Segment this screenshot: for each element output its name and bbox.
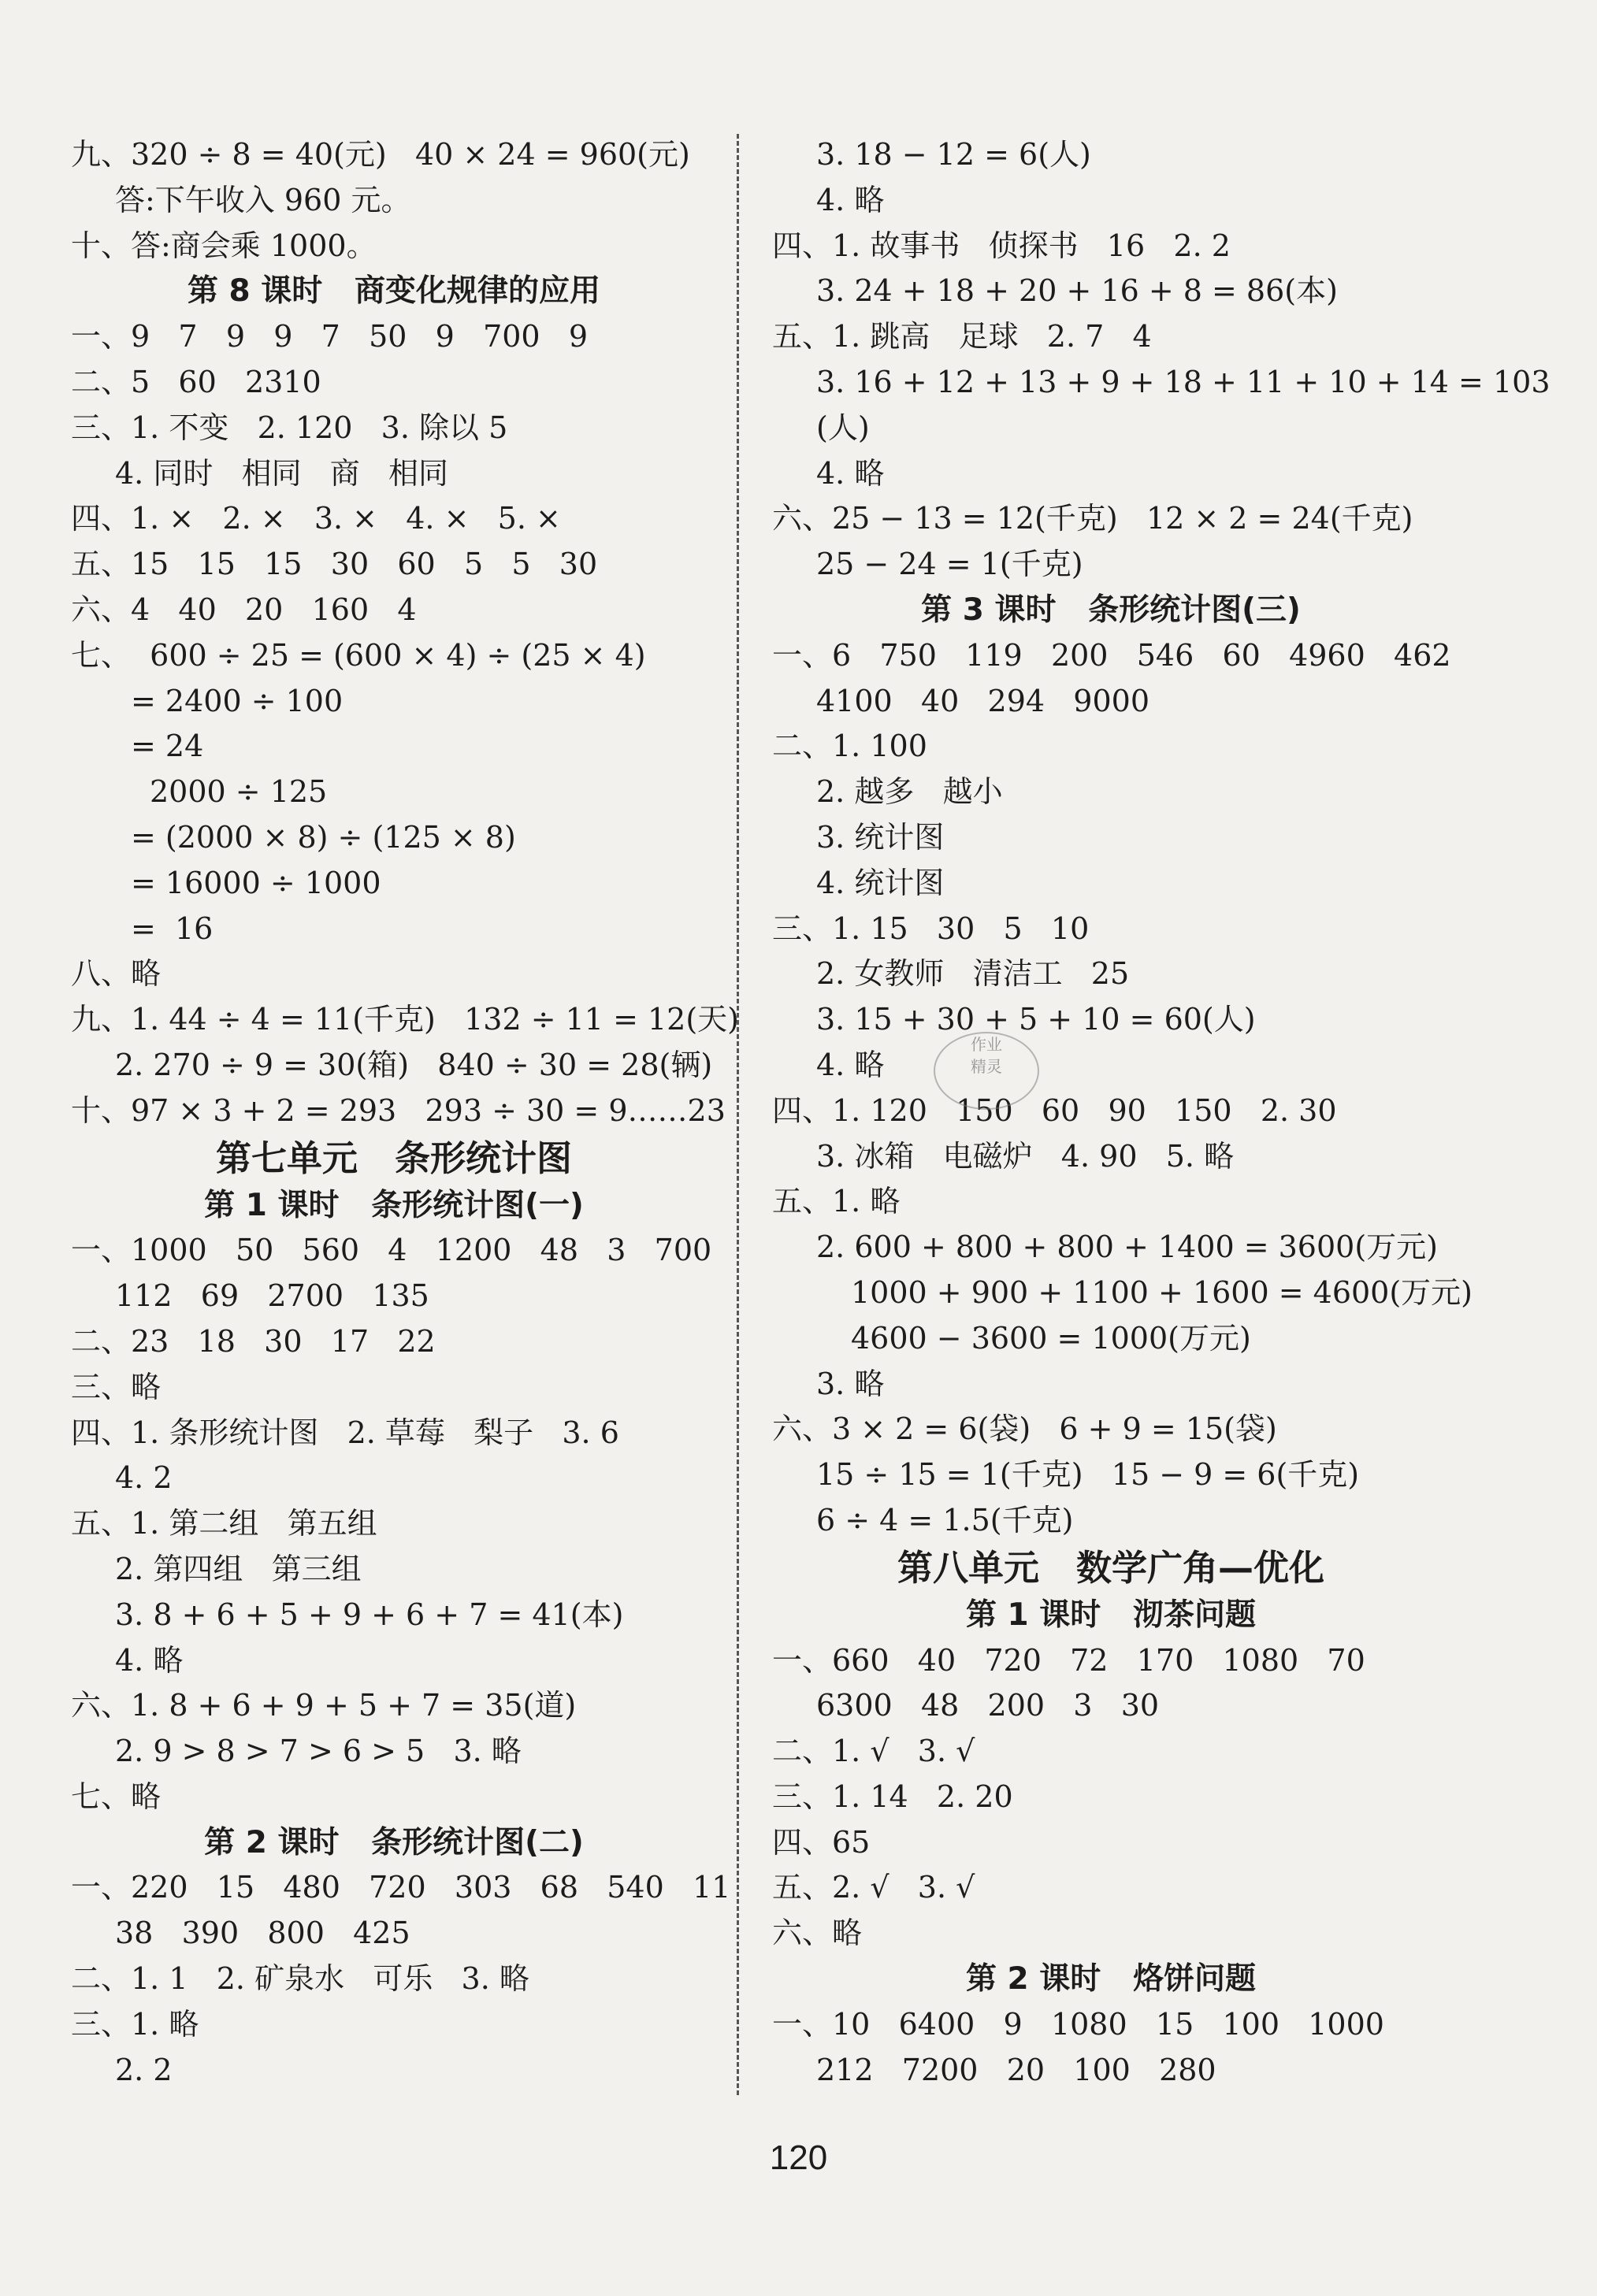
answer-line: 212 7200 20 100 280 [816,2052,1216,2087]
answer-line: 九、1. 44 ÷ 4 = 11(千克) 132 ÷ 11 = 12(天) [71,1002,739,1037]
answer-line: 二、23 18 30 17 22 [71,1323,436,1359]
answer-line: 2. 9 > 8 > 7 > 6 > 5 3. 略 [115,1734,522,1769]
answer-line: 1000 + 900 + 1100 + 1600 = 4600(万元) [851,1274,1473,1310]
answer-line: 6 ÷ 4 = 1.5(千克) [816,1502,1074,1537]
answer-line: 2. 女教师 清洁工 25 [816,956,1130,992]
answer-line: 四、1. 故事书 侦探书 16 2. 2 [772,228,1231,263]
answer-line: 3. 24 + 18 + 20 + 16 + 8 = 86(本) [816,273,1338,309]
answer-line: = 16 [131,911,214,946]
answer-line: 五、1. 跳高 足球 2. 7 4 [772,319,1152,354]
answer-line: 三、1. 略 [71,2006,199,2042]
answer-line: 2. 270 ÷ 9 = 30(箱) 840 ÷ 30 = 28(辆) [115,1047,713,1082]
answer-line: 四、1. 条形统计图 2. 草莓 梨子 3. 6 [71,1415,619,1450]
answer-line: 4. 略 [816,182,885,217]
answer-line: 2. 第四组 第三组 [115,1551,362,1586]
answer-line: 九、320 ÷ 8 = 40(元) 40 × 24 = 960(元) [71,137,690,172]
unit-heading: 第八单元 数学广角—优化 [897,1546,1324,1589]
answer-line: = 24 [131,729,204,764]
answer-line: 三、略 [71,1369,162,1404]
answer-line: 6300 48 200 3 30 [816,1688,1160,1723]
answer-line: 3. 8 + 6 + 5 + 9 + 6 + 7 = 41(本) [115,1597,624,1632]
answer-line: 一、10 6400 9 1080 15 100 1000 [772,2006,1384,2042]
answer-line: 3. 略 [816,1366,885,1401]
answer-line: 2. 600 + 800 + 800 + 1400 = 3600(万元) [816,1230,1438,1265]
answer-line: 2. 2 [115,2052,173,2087]
stamp-line2: 精灵 [971,1057,1002,1076]
lesson-heading: 第 2 课时 烙饼问题 [965,1961,1257,1997]
answer-line: 3. 18 − 12 = 6(人) [816,137,1091,172]
lesson-heading: 第 8 课时 商变化规律的应用 [187,273,601,310]
answer-line: 十、答:商会乘 1000。 [71,228,377,263]
answer-line: 4. 统计图 [816,865,945,900]
answer-line: 一、6 750 119 200 546 60 4960 462 [772,637,1451,673]
answer-line: 六、4 40 20 160 4 [71,592,417,627]
answer-line: 38 390 800 425 [115,1916,410,1951]
answer-line: 2000 ÷ 125 [150,774,328,810]
answer-line: 4600 − 3600 = 1000(万元) [851,1320,1251,1356]
answer-line: 二、1. 100 [772,729,927,764]
answer-line: 二、1. 1 2. 矿泉水 可乐 3. 略 [71,1961,529,1997]
answer-line: 五、1. 第二组 第五组 [71,1506,377,1541]
answer-line: 一、9 7 9 9 7 50 9 700 9 [71,319,589,354]
answer-line: 七、略 [71,1779,162,1814]
answer-line: 六、3 × 2 = 6(袋) 6 + 9 = 15(袋) [772,1411,1277,1447]
answer-line: 3. 15 + 30 + 5 + 10 = 60(人) [816,1002,1256,1037]
answer-line: 四、1. × 2. × 3. × 4. × 5. × [71,501,561,536]
page-number: 120 [769,2138,828,2177]
answer-line: 4. 略 [816,455,885,491]
answer-line: 答:下午收入 960 元。 [115,182,411,217]
answer-line: 3. 16 + 12 + 13 + 9 + 18 + 11 + 10 + 14 = 103 [816,364,1551,399]
answer-line: (人) [816,410,870,445]
answer-line: 15 ÷ 15 = 1(千克) 15 − 9 = 6(千克) [816,1457,1360,1493]
answer-line: = 16000 ÷ 1000 [131,865,381,900]
answer-line: 十、97 × 3 + 2 = 293 293 ÷ 30 = 9……23 [71,1092,726,1128]
answer-line: 3. 统计图 [816,819,945,855]
answer-line: 四、1. 120 150 60 90 150 2. 30 [772,1092,1337,1128]
lesson-heading: 第 3 课时 条形统计图(三) [921,592,1301,628]
answer-line: 六、1. 8 + 6 + 9 + 5 + 7 = 35(道) [71,1688,577,1723]
answer-line: 4. 2 [115,1460,173,1496]
answer-line: 七、 600 ÷ 25 = (600 × 4) ÷ (25 × 4) [71,637,646,673]
answer-line: 4. 略 [115,1642,184,1678]
lesson-heading: 第 2 课时 条形统计图(二) [204,1824,584,1860]
answer-line: 一、220 15 480 720 303 68 540 11 [71,1870,731,1905]
watermark-stamp [934,1032,1039,1110]
answer-line: 五、2. √ 3. √ [772,1870,975,1905]
answer-line: 4100 40 294 9000 [816,683,1150,718]
answer-line: 112 69 2700 135 [115,1278,429,1314]
answer-line: 4. 略 [816,1047,885,1082]
answer-line: 3. 冰箱 电磁炉 4. 90 5. 略 [816,1138,1235,1174]
answer-line: = (2000 × 8) ÷ (125 × 8) [131,819,516,855]
answer-line: 四、65 [772,1824,871,1860]
answer-line: 三、1. 15 30 5 10 [772,911,1090,946]
left-column [71,132,739,2093]
answer-line: 二、1. √ 3. √ [772,1734,975,1769]
answer-line: 一、660 40 720 72 170 1080 70 [772,1642,1365,1678]
answer-line: 25 − 24 = 1(千克) [816,547,1083,582]
answer-line: 六、略 [772,1916,863,1951]
right-column [772,132,1551,2093]
answer-line: 三、1. 不变 2. 120 3. 除以 5 [71,410,508,445]
answer-line: 一、1000 50 560 4 1200 48 3 700 [71,1233,712,1268]
lesson-heading: 第 1 课时 条形统计图(一) [204,1187,584,1223]
stamp-line1: 作业 [971,1035,1002,1054]
column-divider [737,134,739,2095]
answer-line: 五、15 15 15 30 60 5 5 30 [71,547,598,582]
answer-line: = 2400 ÷ 100 [131,683,344,718]
answer-line: 4. 同时 相同 商 相同 [115,455,449,491]
answer-line: 2. 越多 越小 [816,774,1003,810]
lesson-heading: 第 1 课时 沏茶问题 [965,1597,1257,1633]
answer-line: 六、25 − 13 = 12(千克) 12 × 2 = 24(千克) [772,501,1413,536]
answer-line: 八、略 [71,956,162,992]
unit-heading: 第七单元 条形统计图 [215,1137,572,1179]
answer-line: 二、5 60 2310 [71,364,321,399]
answer-line: 三、1. 14 2. 20 [772,1779,1013,1814]
answer-line: 五、1. 略 [772,1184,901,1219]
